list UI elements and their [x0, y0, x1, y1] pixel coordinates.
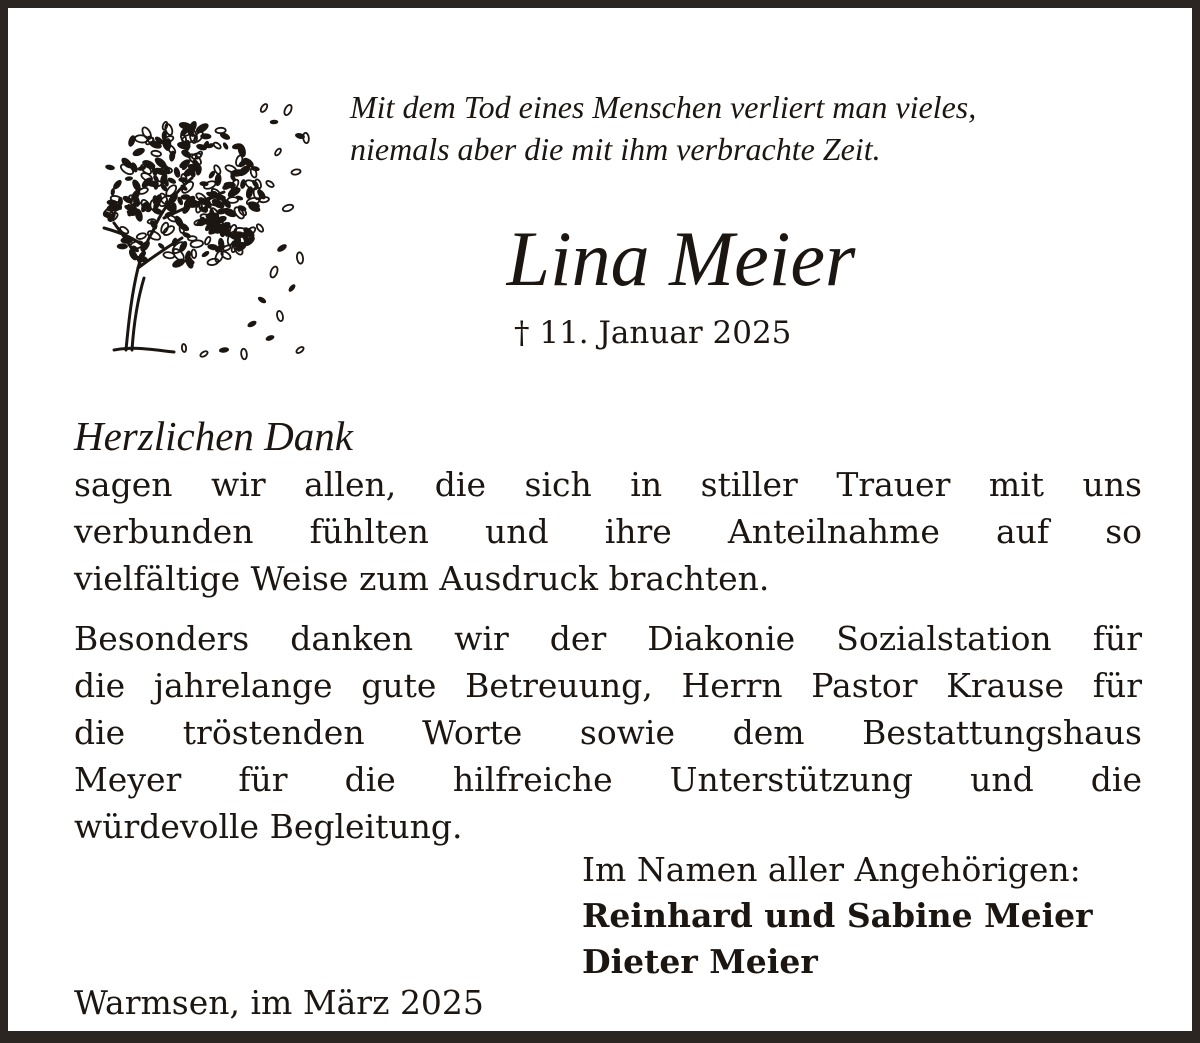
paragraph-line: Besonders danken wir der Diakonie Sozialstation für — [74, 619, 1142, 658]
deceased-name: Lina Meier — [506, 215, 856, 302]
paragraph-line: sagen wir allen, die sich in stiller Trauer mit uns — [74, 465, 1142, 504]
signature-block — [582, 847, 1093, 985]
quote-line-1: Mit dem Tod eines Menschen verliert man vieles, — [350, 89, 977, 125]
death-date: † 11. Januar 2025 — [514, 315, 792, 351]
paragraph-line: vielfältige Weise zum Ausdruck brachten. — [74, 559, 770, 598]
thanks-paragraph-2 — [74, 615, 1142, 850]
paragraph-line: die jahrelange gute Betreuung, Herrn Pastor Krause für — [74, 666, 1142, 705]
memorial-quote — [350, 86, 976, 170]
quote-line-2: niemals aber die mit ihm verbrachte Zeit. — [350, 131, 881, 167]
signature-name: Dieter Meier — [582, 942, 818, 981]
place-and-date: Warmsen, im März 2025 — [74, 983, 484, 1022]
paragraph-line: verbunden fühlten und ihre Anteilnahme auf so — [74, 512, 1142, 551]
signature-name: Reinhard und Sabine Meier — [582, 896, 1093, 935]
paragraph-line: würdevolle Begleitung. — [74, 807, 463, 846]
paragraph-line: die tröstenden Worte sowie dem Bestattungshaus — [74, 713, 1142, 752]
signature-intro: Im Namen aller Angehörigen: — [582, 850, 1081, 889]
thanks-heading: Herzlichen Dank — [74, 413, 353, 459]
thanks-paragraph-1 — [74, 461, 1142, 602]
paragraph-line: Meyer für die hilfreiche Unterstützung und die — [74, 760, 1142, 799]
